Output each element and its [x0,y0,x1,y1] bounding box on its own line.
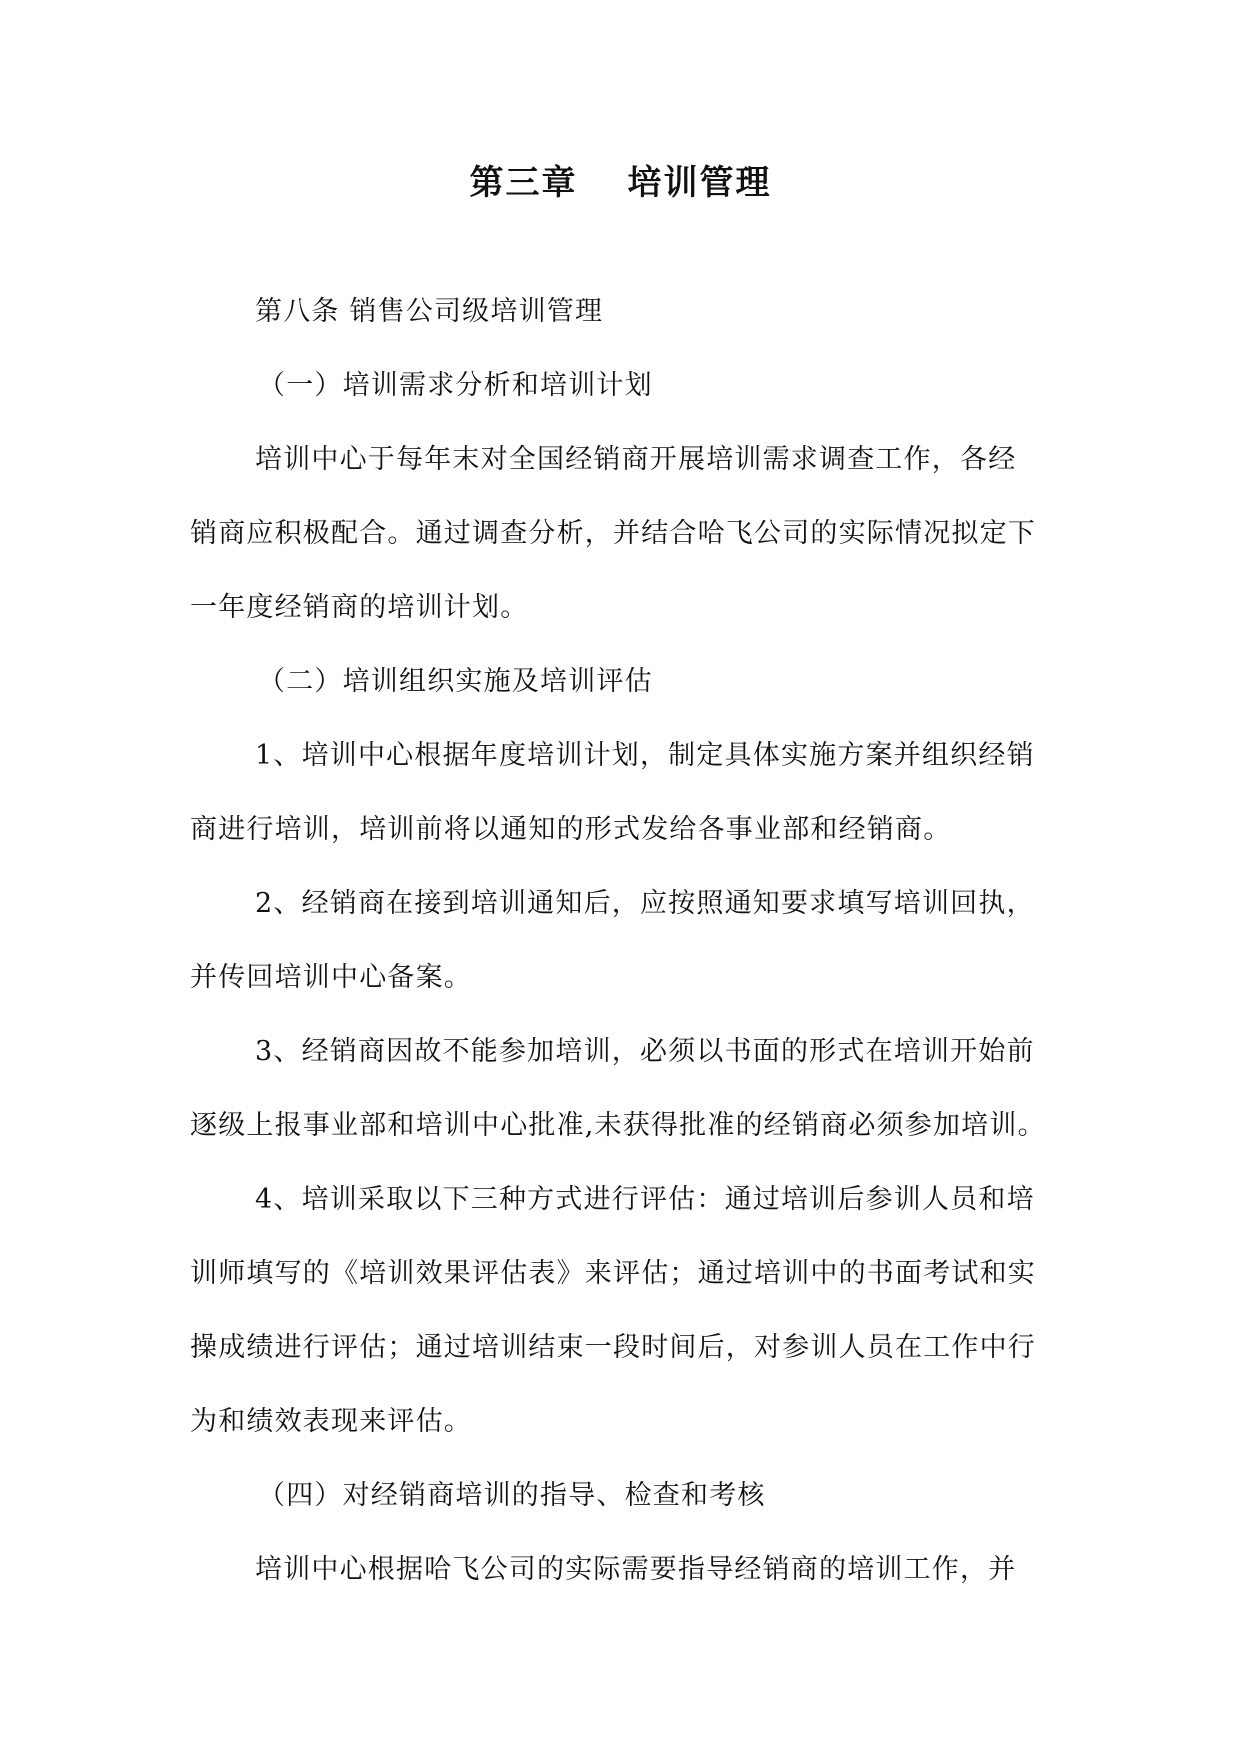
paragraph-line: 3、经销商因故不能参加培训，必须以书面的形式在培训开始前 [255,1036,1035,1067]
paragraph-line: 4、培训采取以下三种方式进行评估：通过培训后参训人员和培 [255,1184,1035,1215]
paragraph-line: 1、培训中心根据年度培训计划，制定具体实施方案并组织经销 [255,740,1035,771]
article-heading: 第八条 销售公司级培训管理 [255,296,604,327]
paragraph-line: 为和绩效表现来评估。 [190,1406,472,1437]
paragraph-line: 训师填写的《培训效果评估表》来评估；通过培训中的书面考试和实 [190,1258,1036,1289]
chapter-name: 培训管理 [627,163,772,203]
section-heading-2: （二）培训组织实施及培训评估 [258,666,653,697]
section-heading-4: （四）对经销商培训的指导、检查和考核 [258,1480,766,1511]
section-heading-1: （一）培训需求分析和培训计划 [258,370,653,401]
paragraph-line: 并传回培训中心备案。 [190,962,472,993]
paragraph-line: 培训中心根据哈飞公司的实际需要指导经销商的培训工作，并 [255,1554,1017,1585]
paragraph-line: 操成绩进行评估；通过培训结束一段时间后，对参训人员在工作中行 [190,1332,1036,1363]
chapter-number: 第三章 [469,163,578,203]
paragraph-line: 逐级上报事业部和培训中心批准,未获得批准的经销商必须参加培训。 [190,1110,1046,1141]
chapter-title [0,158,1241,208]
paragraph-line: 2、经销商在接到培训通知后，应按照通知要求填写培训回执， [255,888,1035,919]
paragraph-line: 商进行培训，培训前将以通知的形式发给各事业部和经销商。 [190,814,952,845]
paragraph-line: 销商应积极配合。通过调查分析，并结合哈飞公司的实际情况拟定下 [190,518,1036,549]
paragraph-line: 一年度经销商的培训计划。 [190,592,529,623]
paragraph-line: 培训中心于每年末对全国经销商开展培训需求调查工作，各经 [255,444,1017,475]
